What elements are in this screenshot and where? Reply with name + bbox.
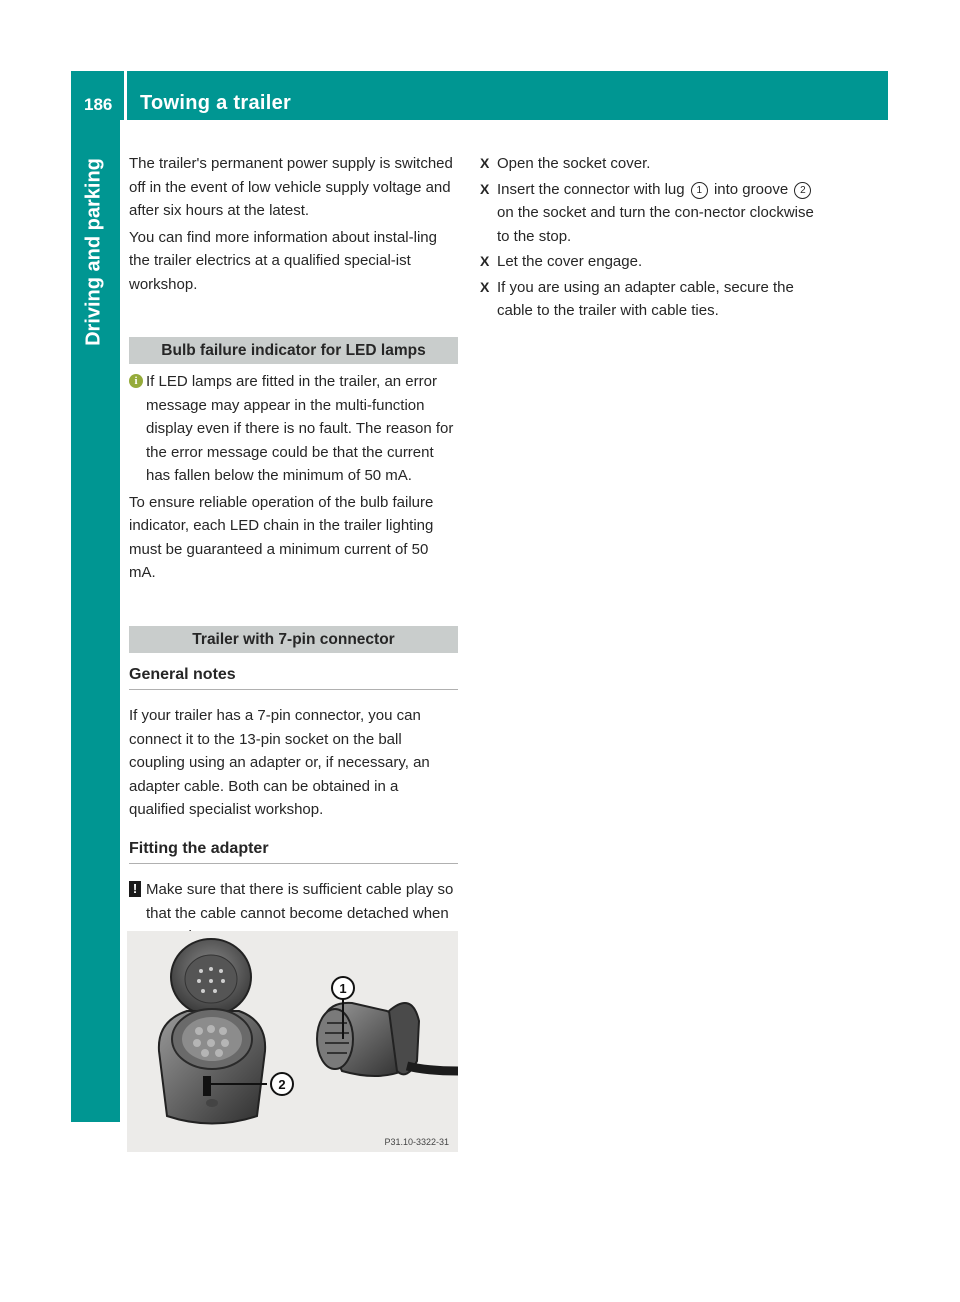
step-text-b: into groove (713, 180, 789, 198)
page-title: Towing a trailer (140, 92, 292, 114)
warning-icon: ! (129, 881, 141, 897)
figure-callout-2: 2 (278, 1077, 286, 1092)
step-text-a: Insert the connector with lug (497, 180, 685, 198)
step-cover-engage (480, 250, 820, 274)
step-insert-connector (480, 178, 820, 249)
info-note-text: If LED lamps are fitted in the trailer, an error message may appear in the multi-function display even if there is no fault. The reason for the error message could be that the current has fallen below the minimum of 50 mA. (146, 373, 454, 484)
subheading-fitting-adapter: Fitting the adapter (129, 837, 458, 865)
left-column (129, 152, 458, 952)
step-adapter-cable (480, 276, 820, 323)
subheading-general-notes: General notes (129, 663, 458, 691)
figure-caption: P31.10-3322-31 (384, 1137, 449, 1147)
info-icon: i (129, 374, 143, 388)
paragraph-7pin-adapter: If your trailer has a 7-pin connector, you can connect it to the 13-pin socket on the ball coupling using an adapter or, if necessary, an adapter cable. Both can be obtained in a qualified specialist workshop. (129, 707, 430, 818)
header-divider (124, 71, 127, 120)
step-marker: X (480, 180, 490, 197)
warning-note-text: Make sure that there is sufficient cable play so that the cable cannot become detached when (146, 881, 454, 922)
section-heading-7pin: Trailer with 7-pin connector (129, 626, 458, 653)
section-heading-bulb-failure: Bulb failure indicator for LED lamps (129, 337, 458, 364)
socket-illustration (127, 931, 458, 1152)
step-text: Open the socket cover. (497, 155, 651, 172)
step-text: Let the cover engage. (497, 253, 643, 270)
step-open-cover (480, 152, 820, 176)
info-note (129, 370, 458, 488)
step-marker: X (480, 253, 490, 269)
callout-1-icon: 1 (691, 182, 708, 199)
step-text: If you are using an adapter cable, secure the cable to the trailer with cable ties. (497, 278, 794, 319)
step-marker: X (480, 278, 490, 295)
side-tab-label: Driving and parking (82, 158, 105, 346)
page-number: 186 (84, 95, 113, 114)
right-column (480, 152, 820, 325)
socket-adapter-figure (127, 931, 458, 1152)
figure-callout-1: 1 (339, 981, 347, 996)
callout-2-icon: 2 (794, 182, 811, 199)
paragraph-power-supply: The trailer's permanent power supply is switched off in the event of low vehicle supply voltage and after six hours at the latest. (129, 155, 453, 219)
step-text-c: on the socket and turn the con-nector clockwise to the stop. (497, 204, 814, 245)
step-marker: X (480, 155, 490, 171)
paragraph-workshop-info: You can find more information about instal-ling the trailer electrics at a qualified special-ist workshop. (129, 228, 437, 293)
paragraph-led-current: To ensure reliable operation of the bulb failure indicator, each LED chain in the trailer lighting must be guaranteed a minimum current of 50 mA. (129, 493, 434, 581)
